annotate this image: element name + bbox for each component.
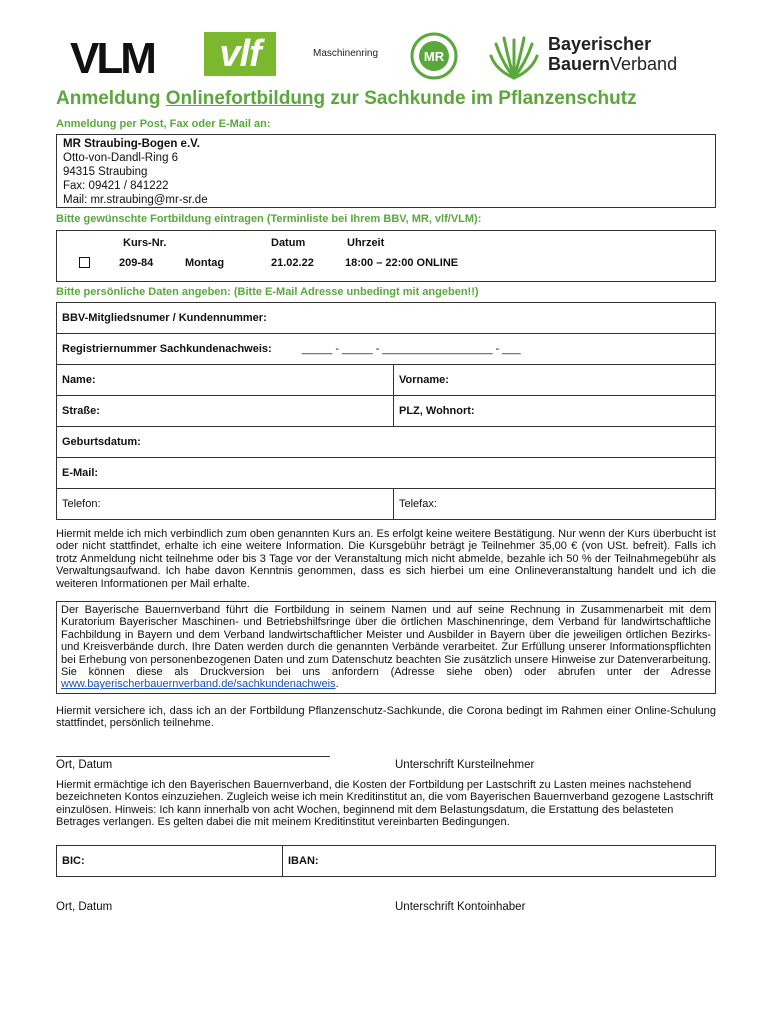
bic-field[interactable]: BIC: bbox=[57, 846, 283, 877]
vorname-field[interactable]: Vorname: bbox=[394, 365, 716, 396]
bbv-number-field[interactable]: BBV-Mitgliedsnumer / Kundennummer: bbox=[57, 303, 716, 334]
course-date: 21.02.22 bbox=[271, 257, 314, 269]
registration-pattern: _____ - _____ - __________________ - ___ bbox=[301, 343, 521, 355]
maschinenring-logo: Maschinenring bbox=[313, 48, 379, 59]
telefax-field[interactable]: Telefax: bbox=[394, 489, 716, 520]
address-fax: Fax: 09421 / 841222 bbox=[63, 180, 169, 192]
address-street: Otto-von-Dandl-Ring 6 bbox=[63, 152, 179, 164]
course-date-header: Datum bbox=[271, 237, 306, 249]
bbv-line2-bold: Bauern bbox=[548, 54, 611, 74]
bbv-wordmark bbox=[548, 34, 677, 74]
course-heading: Bitte gewünschte Fortbildung eintragen (Terminliste bei Ihrem BBV, MR, vlf/VLM): bbox=[56, 213, 482, 225]
address-city: 94315 Straubing bbox=[63, 166, 148, 178]
attendance-confirmation-text: Hiermit versichere ich, dass ich an der Fortbildung Pflanzenschutz-Sachkunde, die Corona bedingt im Rahmen einer Online-Schulung stattfindet, persönlich teilnehme. bbox=[56, 705, 716, 730]
address-name: MR Straubing-Bogen e.V. bbox=[63, 138, 200, 150]
course-nr: 209-84 bbox=[119, 257, 154, 269]
registration-label: Registriernummer Sachkundenachweis: bbox=[62, 343, 272, 355]
course-box bbox=[56, 230, 716, 282]
mr-logo-text: MR bbox=[423, 49, 445, 64]
page-title bbox=[56, 88, 637, 110]
title-pre: Anmeldung bbox=[56, 88, 166, 109]
bbv-line2-thin: Verband bbox=[610, 54, 678, 74]
registration-terms-text: Hiermit melde ich mich verbindlich zum oben genannten Kurs an. Es erfolgt keine weitere Bestätigung. Nur wenn der Kurs überbucht ist oder nicht stattfindet, erhalte ich eine weitere Information. Die Kursgebühr beträgt je Teilnehmer 35,00 € (von USt. befreit). Falls ich trotz Anmeldung nicht teilnehme oder bis 3 Tage vor der Veranstaltung mich nicht abmelde, bezahle ich 50 % der Teilnahmegebühr als Verwaltungsaufwand. Ich habe davon Kenntnis genommen, dass es sich hierbei um eine Onlineveranstaltung handelt und ich die weiteren Informationen per Mail erhalte. bbox=[56, 528, 716, 590]
iban-field[interactable]: IBAN: bbox=[283, 846, 716, 877]
course-nr-header: Kurs-Nr. bbox=[123, 237, 167, 249]
address-mail: Mail: mr.straubing@mr-sr.de bbox=[63, 194, 208, 206]
name-field[interactable]: Name: bbox=[57, 365, 394, 396]
title-post: zur Sachkunde im Pflanzenschutz bbox=[325, 88, 637, 109]
vlf-logo: vlf bbox=[204, 32, 276, 76]
bbv-emblem-icon bbox=[488, 32, 540, 82]
strasse-field[interactable]: Straße: bbox=[57, 396, 394, 427]
course-checkbox[interactable] bbox=[79, 257, 90, 268]
telefon-field[interactable]: Telefon: bbox=[57, 489, 394, 520]
course-time: 18:00 – 22:00 ONLINE bbox=[345, 257, 459, 269]
logo-bar bbox=[0, 28, 770, 88]
sig2-account-holder: Unterschrift Kontoinhaber bbox=[395, 901, 526, 913]
plz-wohnort-field[interactable]: PLZ, Wohnort: bbox=[394, 396, 716, 427]
privacy-link[interactable]: www.bayerischerbauernverband.de/sachkundenachweis bbox=[61, 678, 336, 691]
address-heading: Anmeldung per Post, Fax oder E-Mail an: bbox=[56, 118, 271, 130]
bank-table bbox=[56, 845, 716, 877]
personal-data-table bbox=[56, 302, 716, 520]
signature-line bbox=[56, 756, 330, 757]
course-day: Montag bbox=[185, 257, 225, 269]
sig2-place-date: Ort, Datum bbox=[56, 901, 113, 913]
direct-debit-text: Hiermit ermächtige ich den Bayerischen Bauernverband, die Kosten der Fortbildung per Lastschrift zu Lasten meines nachstehend bezeichneten Kontos einzuziehen. Zugleich weise ich mein Kreditinstitut an, die vom Bayerischen Bauernverband gezogene Lastschrift einzulösen. Hinweis: Ich kann innerhalb von acht Wochen, beginnend mit dem Belastungsdatum, die Erstattung des belasteten Betrages verlangen. Es gelten dabei die mit meinem Kreditinstitut vereinbarten Bedingungen. bbox=[56, 779, 714, 829]
privacy-notice-end: . bbox=[335, 678, 339, 691]
registration-number-field[interactable] bbox=[57, 334, 716, 365]
address-box bbox=[56, 134, 716, 208]
title-underlined: Onlinefortbildung bbox=[165, 88, 326, 109]
bbv-line2 bbox=[548, 54, 677, 74]
course-time-header: Uhrzeit bbox=[347, 237, 385, 249]
sig1-participant: Unterschrift Kursteilnehmer bbox=[395, 759, 535, 771]
mr-logo-icon bbox=[410, 32, 458, 80]
personal-heading: Bitte persönliche Daten angeben: (Bitte E-Mail Adresse unbedingt mit angeben!!) bbox=[56, 286, 479, 298]
privacy-notice-text: Der Bayerische Bauernverband führt die Fortbildung in seinem Namen und auf seine Rechnung in Zusammenarbeit mit dem Kuratorium Bayerischer Maschinen- und Betriebshilfsringe über die örtlichen Maschinenringe, dem Verband für landwirtschaftliche Fachbildung in Bayern und dem Verband landwirtschaftlicher Meister und Ausbilder in Bayern über die jeweiligen örtlichen Bezirks- und Kreisverbände durch. Ihre Daten werden durch die genannten Verbände verarbeitet. Zur Erfüllung unserer Informationspflichten bei Erhebung von personenbezogenen Daten und zum Datenschutz beachten Sie zusätzlich unsere Hinweise zur Datenverarbeitung. Sie können diese als Druckversion bei uns anfordern (Adresse siehe oben) oder abrufen unter der Adresse bbox=[61, 604, 711, 679]
privacy-notice-box bbox=[56, 601, 716, 694]
bbv-line1: Bayerischer bbox=[548, 34, 652, 54]
geburtsdatum-field[interactable]: Geburtsdatum: bbox=[57, 427, 716, 458]
sig1-place-date: Ort, Datum bbox=[56, 759, 113, 771]
vlm-logo: VLM bbox=[70, 34, 154, 83]
email-field[interactable]: E-Mail: bbox=[57, 458, 716, 489]
